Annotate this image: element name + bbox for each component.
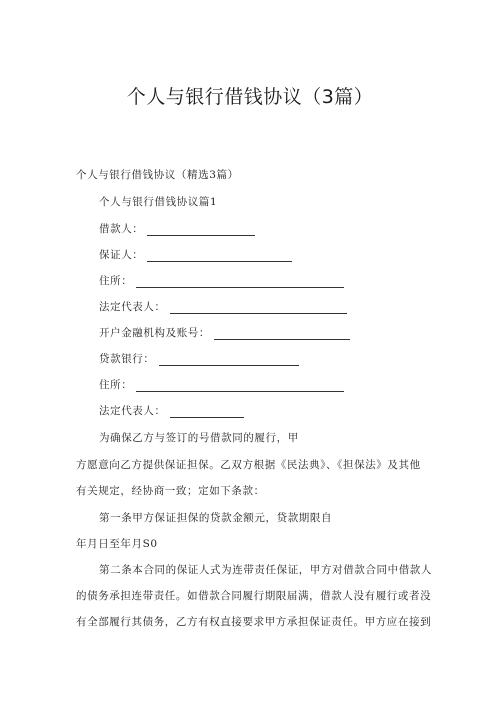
lending-bank-field [99, 352, 299, 366]
field-label: 保证人： [99, 249, 144, 261]
field-label: 法定代表人： [99, 301, 166, 313]
blank-line [214, 328, 350, 340]
paragraph-line: 有关规定，经协商一致；定如下条款： [76, 485, 265, 497]
blank-line [136, 380, 344, 392]
bank-legal-rep-field [99, 404, 244, 418]
blank-line [147, 250, 292, 262]
document-heading: 个人与银行借钱协议（精选3篇） [76, 169, 239, 181]
paragraph-line: 第二条本合同的保证人式为连带责任保证，甲方对借款合同中借款人 [99, 564, 432, 576]
blank-line [147, 224, 255, 236]
guarantor-field [99, 248, 292, 262]
field-label: 法定代表人： [99, 405, 166, 417]
blank-line [170, 406, 244, 418]
field-label: 贷款银行： [99, 353, 155, 365]
paragraph-line: 的债务承担连带责任。如借款合同履行期限届满，借款人没有履行或者没 [76, 590, 432, 602]
paragraph-line: 有全部履行其债务，乙方有权直接要求甲方承担保证责任。甲方应在接到 [76, 616, 432, 628]
field-label: 住所： [99, 379, 133, 391]
field-label: 开户金融机构及账号： [99, 327, 210, 339]
field-label: 借款人： [99, 223, 144, 235]
paragraph-line: 年月日至年月S0 [76, 538, 158, 550]
section-heading: 个人与银行借钱协议篇1 [99, 196, 218, 208]
borrower-field [99, 222, 255, 236]
bank-address-field [99, 378, 344, 392]
blank-line [136, 276, 344, 288]
field-label: 住所： [99, 275, 133, 287]
blank-line [170, 302, 347, 314]
paragraph-line: 第一条甲方保证担保的贷款金额元，贷款期限自 [99, 512, 333, 524]
bank-account-field [99, 326, 350, 340]
paragraph-line: 为确保乙方与签订的号借款同的履行，甲 [99, 432, 299, 444]
blank-line [159, 354, 299, 366]
address-field [99, 274, 344, 288]
legal-rep-field [99, 300, 347, 314]
document-title: 个人与银行借钱协议（3篇） [126, 86, 374, 108]
paragraph-line: 方愿意向乙方提供保证担保。乙双方根据《民法典》、《担保法》及其他 [76, 459, 421, 471]
